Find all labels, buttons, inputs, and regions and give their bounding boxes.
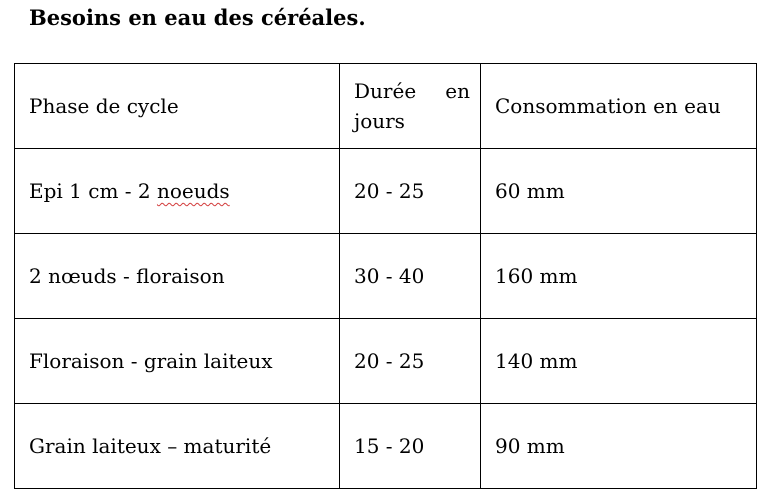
- cell-phase: [15, 149, 340, 234]
- table-row: [15, 319, 757, 404]
- table-header-row: [15, 64, 757, 149]
- table-row: [15, 149, 757, 234]
- cell-phase: Grain laiteux – maturité: [15, 404, 340, 489]
- water-needs-table: [14, 63, 757, 489]
- spellcheck-flagged-word: noeuds: [156, 179, 230, 203]
- cell-duree: 20 - 25: [340, 149, 481, 234]
- header-phase-de-cycle: Phase de cycle: [15, 64, 340, 149]
- cell-consommation: 60 mm: [481, 149, 757, 234]
- table-row: [15, 234, 757, 319]
- cell-duree: 15 - 20: [340, 404, 481, 489]
- cell-consommation: 140 mm: [481, 319, 757, 404]
- cell-phase: Floraison - grain laiteux: [15, 319, 340, 404]
- cell-duree: 30 - 40: [340, 234, 481, 319]
- cell-duree: 20 - 25: [340, 319, 481, 404]
- cell-phase: 2 nœuds - floraison: [15, 234, 340, 319]
- header-duree-en-jours: Durée en jours: [340, 64, 481, 149]
- cell-phase-text: Epi 1 cm - 2: [29, 179, 157, 203]
- document-title: Besoins en eau des céréales.: [29, 5, 366, 30]
- cell-consommation: 90 mm: [481, 404, 757, 489]
- header-consommation-en-eau: Consommation en eau: [481, 64, 757, 149]
- cell-consommation: 160 mm: [481, 234, 757, 319]
- table-row: [15, 404, 757, 489]
